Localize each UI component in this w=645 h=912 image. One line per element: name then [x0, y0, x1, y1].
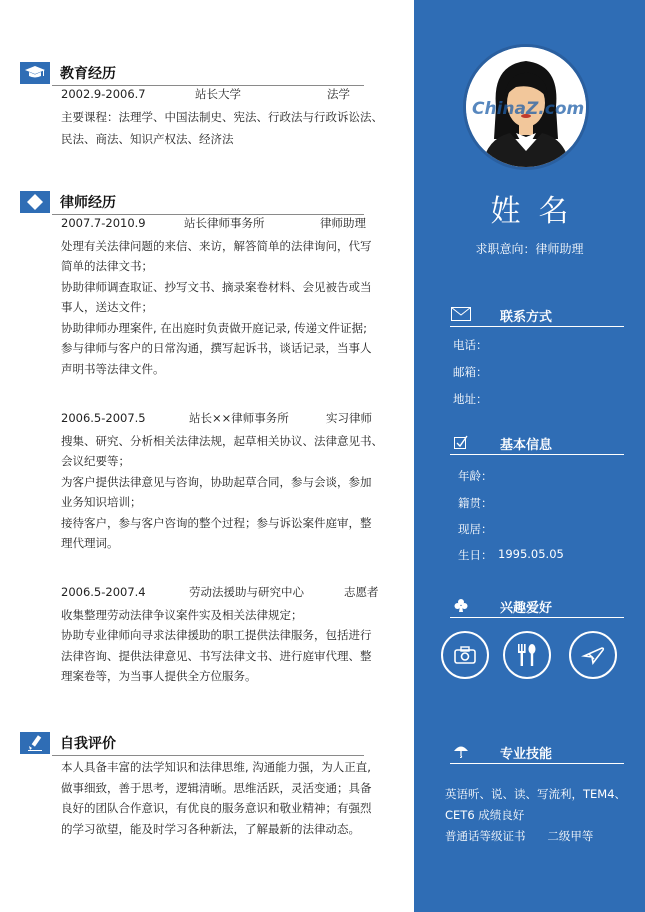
skills-header	[450, 740, 624, 764]
self-eval-title: 自我评价	[60, 736, 116, 752]
job-org: 站长××律师事务所	[189, 411, 289, 425]
address-label: 地址：	[453, 392, 488, 406]
lawyer-title: 律师经历	[60, 195, 116, 211]
skills-line: CET6 成绩良好	[445, 808, 525, 822]
self-eval-text	[61, 758, 387, 838]
skills-line: 普通话等级证书 二级甲等	[445, 829, 594, 843]
sidebar	[414, 0, 645, 912]
diamond-icon	[20, 191, 50, 213]
job-role: 志愿者	[344, 585, 379, 599]
education-period: 2002.9-2006.7	[61, 87, 146, 101]
job-line: 业务知识培训；	[61, 495, 142, 509]
job-entry	[61, 214, 387, 378]
skills-title: 专业技能	[500, 747, 553, 762]
job-period: 2006.5-2007.5	[61, 411, 146, 425]
job-line: 法律咨询、提供法律意见、书写法律文书、进行庭审代理、整	[61, 648, 372, 663]
graduation-cap-icon	[20, 62, 50, 84]
job-line: 参与律师与客户的日常沟通，撰写起诉书，谈话记录，当事人	[61, 341, 372, 355]
job-org: 站长律师事务所	[184, 216, 265, 230]
self-eval-line: 做事细致，善于思考，逻辑清晰。思维活跃，灵活变通；具备	[61, 780, 372, 795]
club-icon	[450, 596, 472, 614]
checkbox-icon	[450, 433, 472, 451]
camera-icon	[441, 631, 489, 679]
job-line: 协助专业律师向寻求法律援助的职工提供法律服务，包括进行	[61, 628, 372, 642]
education-major: 法学	[327, 87, 350, 101]
age-label: 年龄：	[458, 469, 493, 483]
job-entry	[61, 409, 387, 553]
airplane-icon	[569, 631, 617, 679]
birthday-label: 生日：	[458, 548, 493, 562]
basic-info-title: 基本信息	[500, 438, 553, 453]
self-eval-divider	[52, 755, 364, 756]
job-line: 搜集、研究、分析相关法律法规，起草相关协议、法律意见书、	[61, 433, 383, 448]
residence-label: 现居：	[458, 522, 493, 536]
email-label: 邮箱：	[453, 365, 488, 379]
hobbies-title: 兴趣爱好	[500, 601, 553, 616]
education-entry	[61, 85, 387, 149]
avatar-watermark: ChinaZ.com	[472, 99, 585, 119]
job-line: 为客户提供法律意见与咨询，协助起草合同，参与会谈，参加	[61, 474, 372, 489]
skills-divider	[450, 763, 624, 764]
skills-text	[445, 784, 635, 847]
self-eval-header	[20, 730, 364, 756]
job-period: 2007.7-2010.9	[61, 216, 146, 230]
job-line: 理代理词。	[61, 536, 119, 550]
job-role: 实习律师	[326, 411, 372, 425]
dining-icon	[503, 631, 551, 679]
skills-line: 英语听、说、读、写流利，TEM4、	[445, 787, 627, 801]
contact-divider	[450, 326, 624, 327]
self-eval-line: 良好的团队合作意识，有优良的服务意识和敬业精神；有强烈	[61, 801, 372, 815]
job-line: 协助律师调查取证、抄写文书、摘录案卷材料、会见被告或当	[61, 279, 372, 294]
job-intent: 求职意向：律师助理	[475, 242, 584, 256]
job-line: 声明书等法律文件。	[61, 361, 165, 376]
education-header	[20, 60, 364, 86]
job-line: 接待客户，参与客户咨询的整个过程；参与诉讼案件庭审，整	[61, 515, 372, 530]
job-line: 理案卷等，为当事人提供全方位服务。	[61, 669, 257, 683]
umbrella-icon	[450, 742, 472, 760]
hobbies-divider	[450, 617, 624, 618]
phone-label: 电话：	[453, 338, 488, 352]
education-school: 站长大学	[195, 87, 241, 101]
contact-header	[450, 303, 624, 327]
education-courses-line: 主要课程：法理学、中国法制史、宪法、行政法与行政诉讼法、	[61, 109, 383, 124]
job-line: 处理有关法律问题的来信、来访，解答简单的法律询问，代写	[61, 238, 372, 253]
avatar	[463, 44, 589, 170]
basic-info-header	[450, 431, 624, 455]
origin-label: 籍贯：	[458, 496, 493, 510]
job-line: 事人，送达文件；	[61, 300, 153, 314]
job-line: 会议纪要等；	[61, 454, 130, 468]
education-title: 教育经历	[60, 66, 116, 82]
job-role: 律师助理	[320, 216, 366, 230]
birthday-value: 1995.05.05	[498, 547, 564, 561]
job-line: 协助律师办理案件, 在出庭时负责做开庭记录, 传递文件证据;	[61, 320, 367, 335]
job-org: 劳动法援助与研究中心	[189, 585, 304, 599]
job-line: 简单的法律文书；	[61, 259, 153, 273]
pencil-icon	[20, 732, 50, 754]
job-line: 收集整理劳动法律争议案件实及相关法律规定；	[61, 607, 303, 622]
envelope-icon	[450, 305, 472, 323]
self-eval-line: 的学习欲望，能及时学习各种新法，了解最新的法律动态。	[61, 821, 360, 836]
self-eval-line: 本人具备丰富的法学知识和法律思维, 沟通能力强，为人正直,	[61, 760, 371, 774]
basic-info-divider	[450, 454, 624, 455]
candidate-name: 姓名	[490, 194, 587, 229]
lawyer-header	[20, 189, 364, 215]
contact-title: 联系方式	[500, 310, 553, 325]
job-entry	[61, 583, 387, 686]
education-courses-line: 民法、商法、知识产权法、经济法	[61, 132, 234, 146]
hobbies-header	[450, 594, 624, 618]
job-period: 2006.5-2007.4	[61, 585, 146, 599]
